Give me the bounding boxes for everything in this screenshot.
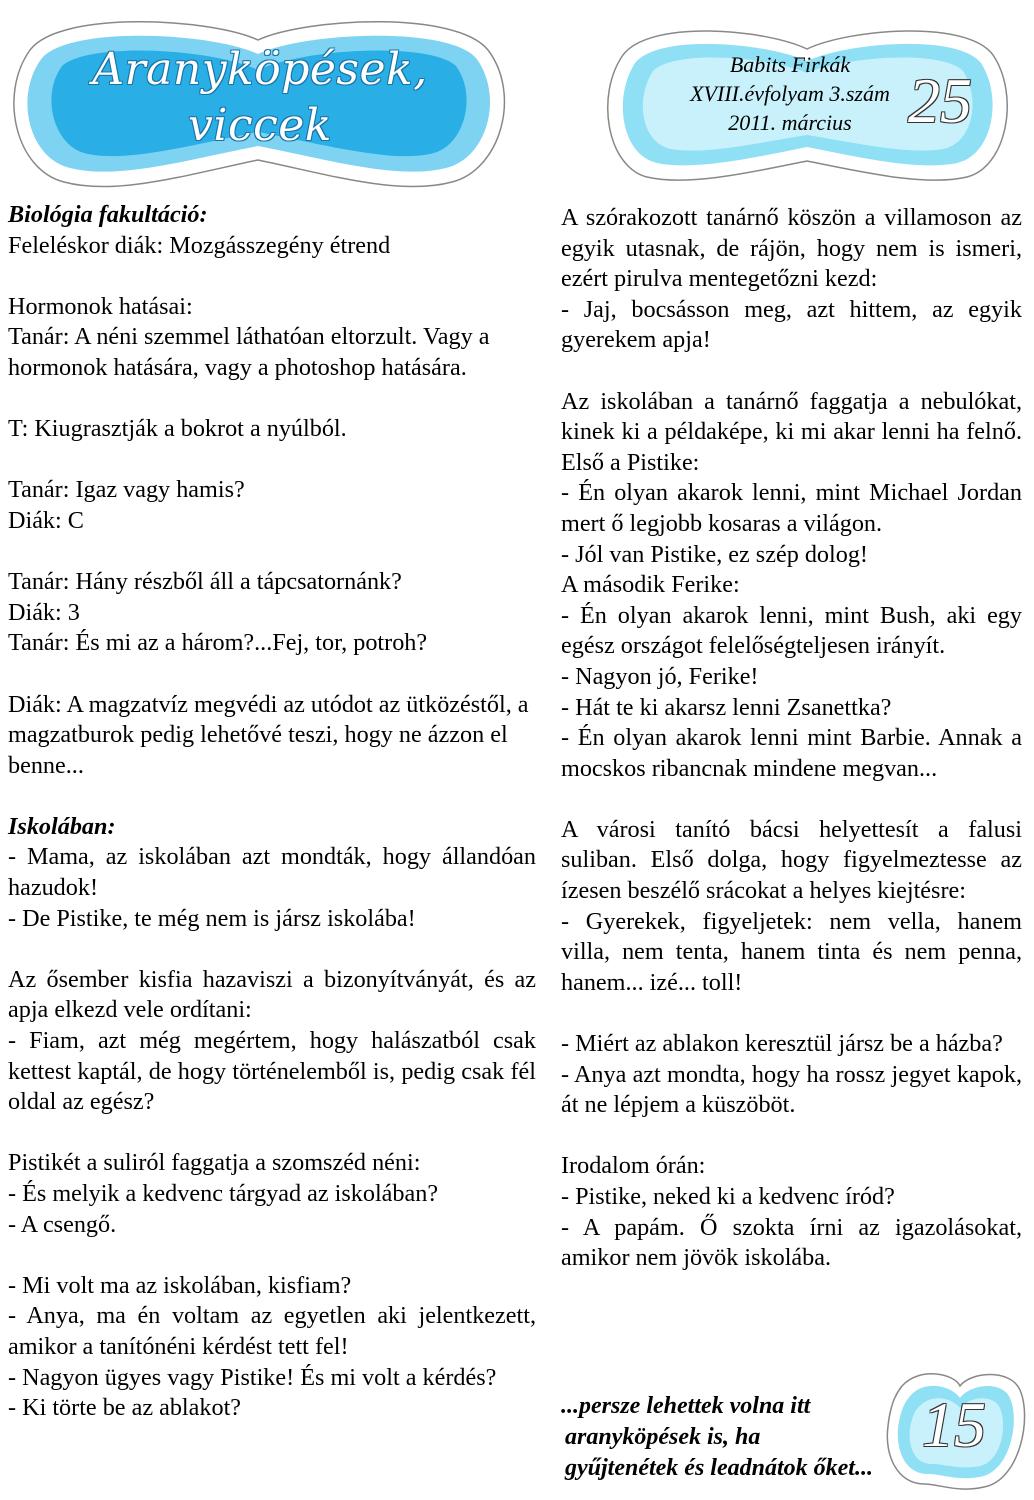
joke-line: - De Pistike, te még nem is jársz iskolába! [8, 904, 416, 932]
joke-paragraph: Az ősember kisfia hazaviszi a bizonyítványát, és az apja elkezd vele ordítani: [8, 965, 536, 1024]
joke-paragraph: - A papám. Ő szokta írni az igazolásokat, amikor nem jövök iskolába. [561, 1213, 1022, 1272]
joke-paragraph: - Én olyan akarok lenni mint Barbie. Annak a mocskos ribancnak mindene megvan... [561, 724, 1022, 782]
paragraph-gap [8, 384, 536, 415]
joke-line: - Jól van Pistike, ez szép dolog! [561, 540, 868, 568]
joke-paragraph: - Anya, ma én voltam az egyetlen aki jelentkezett, amikor a tanítónéni kérdést tett fel! [8, 1302, 536, 1360]
joke-line: Hormonok hatásai: [8, 292, 193, 320]
joke-paragraph: - Gyerekek, figyeljetek: nem vella, hanem villa, nem tenta, hanem tinta és nem penna, hanem... izé... toll! [561, 907, 1022, 996]
masthead-volume: XVIII.évfolyam 3.szám [690, 81, 890, 106]
page-title [60, 42, 460, 154]
joke-line: Tanár: Igaz vagy hamis? [8, 476, 245, 504]
joke-line: - Nagyon jó, Ferike! [561, 662, 759, 690]
paragraph-gap [8, 537, 536, 568]
joke-paragraph: A szórakozott tanárnő köszön a villamoson az egyik utasnak, de rájön, hogy nem is ismeri, ezért pirulva mentegetőzni kezd: [561, 204, 1022, 293]
title-line-1: Aranyköpések, [92, 44, 428, 95]
joke-line: Tanár: A néni szemmel láthatóan eltorzult. Vagy a hormonok hatására, vagy a photoshop hatására. [8, 323, 490, 381]
page-number: 15 [922, 1389, 986, 1460]
joke-line: Tanár: Hány részből áll a tápcsatornánk? [8, 568, 402, 596]
masthead-publication: Babits Firkák [729, 52, 851, 77]
right-column [561, 203, 1022, 1274]
paragraph-gap [561, 356, 1022, 387]
joke-paragraph: - Fiam, azt még megértem, hogy halászatból csak kettest kaptál, de hogy történelemből is, pedig csak fél oldal az egész? [8, 1027, 536, 1116]
joke-line: - Hát te ki akarsz lenni Zsanettka? [561, 693, 892, 721]
paragraph-gap [561, 784, 1022, 815]
joke-line: Diák: 3 [8, 598, 80, 626]
joke-line: Diák: C [8, 506, 84, 534]
joke-paragraph: - Nagyon ügyes vagy Pistike! És mi volt a kérdés? [8, 1363, 497, 1391]
title-line-2: viccek [188, 100, 332, 151]
section-heading: Biológia fakultáció: [8, 201, 208, 228]
joke-paragraph: - Mama, az iskolában azt mondták, hogy állandóan hazudok! [8, 843, 536, 902]
section-heading: Iskolában: [8, 812, 116, 840]
footer-note-line-2: aranyköpések is, ha [565, 1424, 761, 1450]
joke-line: - Pistike, neked ki a kedvenc íród? [561, 1183, 895, 1210]
footer-note [561, 1391, 921, 1484]
footer-note-line-3: gyűjtenétek és leadnátok őket... [565, 1455, 873, 1481]
paragraph-gap [8, 445, 536, 476]
joke-line: - A csengő. [8, 1210, 117, 1238]
joke-line: - Mi volt ma az iskolában, kisfiam? [8, 1271, 352, 1299]
paragraph-gap [561, 1121, 1022, 1152]
joke-paragraph: Az iskolában a tanárnő faggatja a nebulókat, kinek ki a példaképe, ki mi akar lenni ha felnő. Első a Pistike: [561, 387, 1022, 476]
paragraph-gap [561, 998, 1022, 1029]
paragraph-gap [8, 1118, 536, 1149]
joke-paragraph: - Miért az ablakon keresztül jársz be a házba? [561, 1030, 1003, 1058]
joke-line: Tanár: És mi az a három?...Fej, tor, potroh? [8, 629, 428, 657]
joke-paragraph: A városi tanító bácsi helyettesít a falusi suliban. Első dolga, hogy figyelmeztesse az ízesen beszélő srácokat a helyes kiejtésre: [561, 815, 1022, 905]
joke-line: A második Ferike: [561, 571, 740, 599]
joke-line: Diák: A magzatvíz megvédi az utódot az ütközéstől, a magzatburok pedig lehetővé teszi, hogy ne ázzon el benne... [8, 690, 529, 779]
joke-line: Irodalom órán: [561, 1152, 706, 1180]
joke-line: Feleléskor diák: Mozgásszegény étrend [8, 231, 391, 259]
paragraph-gap [8, 934, 536, 965]
joke-line: T: Kiugrasztják a bokrot a nyúlból. [8, 415, 347, 443]
paragraph-gap [8, 659, 536, 690]
joke-line: Pistikét a suliról faggatja a szomszéd néni: [8, 1149, 421, 1177]
left-column [8, 200, 536, 1424]
paragraph-gap [8, 261, 536, 292]
joke-paragraph: - Én olyan akarok lenni, mint Bush, aki egy egész országot felelőségteljesen irányít. [561, 601, 1022, 660]
issue-number-badge: 25 [908, 65, 972, 136]
joke-line: - Ki törte be az ablakot? [8, 1394, 242, 1422]
joke-paragraph: - Én olyan akarok lenni, mint Michael Jordan mert ő legjobb kosaras a világon. [561, 479, 1022, 537]
joke-paragraph: - Anya azt mondta, hogy ha rossz jegyet kapok, át ne lépjem a küszöböt. [561, 1060, 1022, 1119]
paragraph-gap [8, 1240, 536, 1271]
masthead-date: 2011. március [728, 110, 852, 135]
masthead [660, 50, 920, 137]
joke-paragraph: - Jaj, bocsásson meg, azt hittem, az egyik gyerekem apja! [561, 295, 1022, 354]
joke-line: - És melyik a kedvenc tárgyad az iskolában? [8, 1180, 439, 1207]
paragraph-gap [8, 781, 536, 812]
footer-note-line-1: ...persze lehettek volna itt [561, 1393, 811, 1419]
